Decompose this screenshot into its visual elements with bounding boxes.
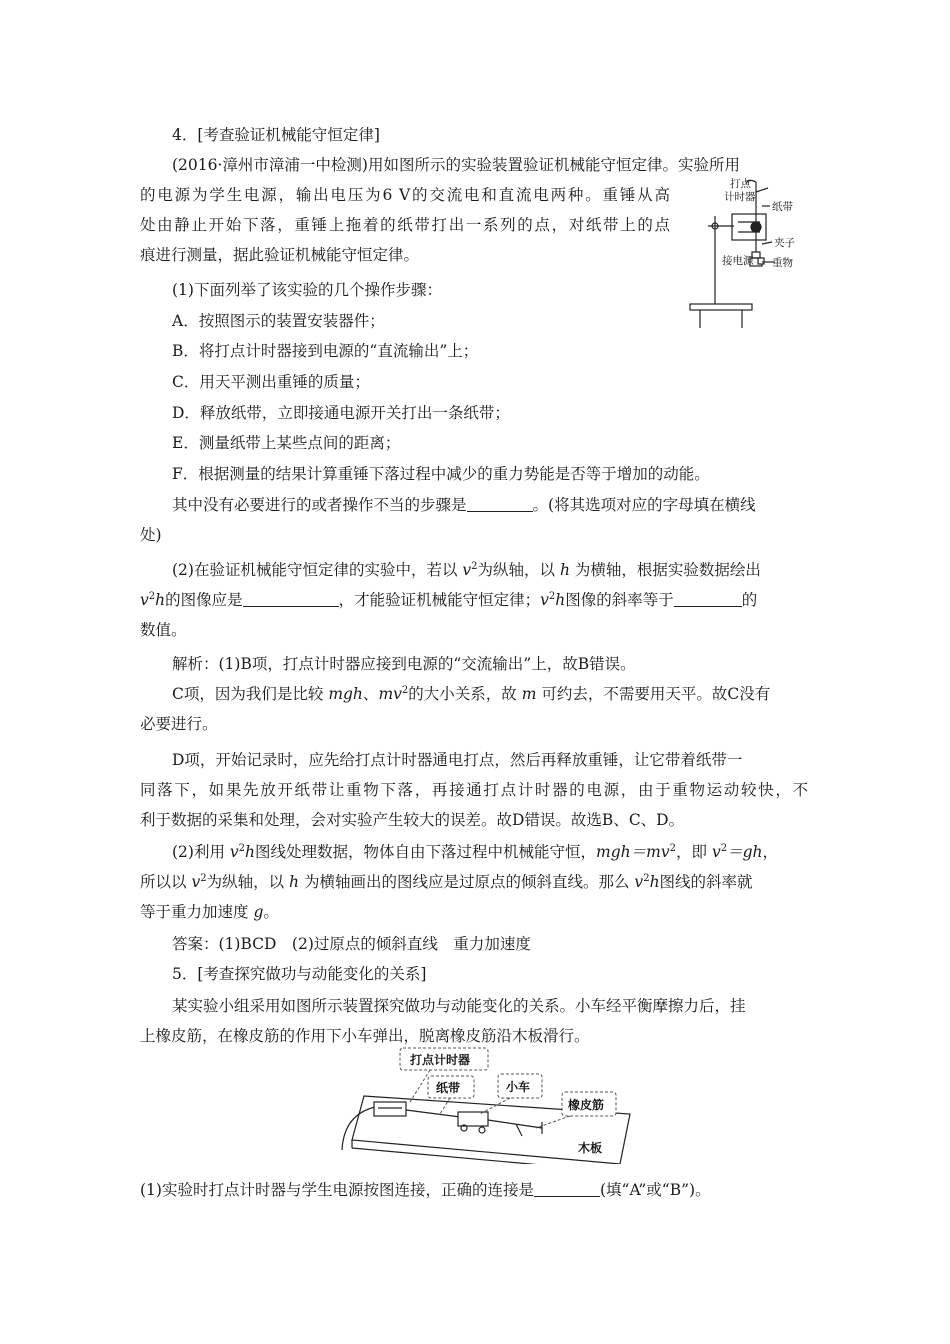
q4-step-c: C．用天平测出重锤的质量；	[172, 373, 370, 391]
q5-intro-line-1: 某实验小组采用如图所示装置探究做功与动能变化的关系。小车经平衡摩擦力后，挂	[172, 997, 746, 1015]
cart	[458, 1112, 488, 1126]
q4-question-2-line-2: $v^2h$的图像应是 ，才能验证机械能守恒定律；$v^2h$图像的斜率等于 的	[140, 590, 758, 609]
label-clip: 夹子	[774, 237, 795, 249]
answer-blank-1[interactable]	[467, 497, 533, 512]
solution-line-3: 必要进行。	[140, 715, 218, 733]
q4-intro-line-3: 处由静止开始下落，重锤上拖着的纸带打出一系列的点，对纸带上的点	[140, 216, 670, 234]
label-power: 接电源	[722, 255, 754, 267]
label-tape-5: 纸带	[436, 1081, 461, 1095]
answer-line: 答案：(1)BCD (2)过原点的倾斜直线 重力加速度	[172, 935, 531, 953]
q5-intro-line-2: 上橡皮筋，在橡皮筋的作用下小车弹出，脱离橡皮筋沿木板滑行。	[140, 1027, 590, 1045]
label-tape: 纸带	[772, 201, 793, 213]
label-timer-2: 计时器	[724, 191, 756, 203]
label-timer: 打点计时器	[410, 1053, 471, 1067]
rubber-band	[488, 1120, 542, 1128]
solution-line-9: 等于重力加速度 g。	[140, 903, 279, 921]
label-board: 木板	[578, 1141, 603, 1155]
work-energy-apparatus-figure	[330, 1044, 660, 1164]
label-weight: 重物	[772, 257, 793, 269]
solution-line-2: C项，因为我们是比较 mgh、$mv^2$的大小关系，故 m 可约去，不需要用天平。故C没有	[172, 684, 771, 703]
free-fall-apparatus-figure	[686, 178, 812, 334]
solution-line-6: 利于数据的采集和处理，会对实验产生较大的误差。故D错误。故选B、C、D。	[140, 811, 685, 829]
q4-intro-line-4: 痕进行测量，据此验证机械能守恒定律。	[140, 246, 420, 264]
q4-intro-line-1: (2016·漳州市漳浦一中检测)用如图所示的实验装置验证机械能守恒定律。实验所用	[172, 156, 740, 174]
solution-line-8: 所以以 $v^2$为纵轴，以 h 为横轴画出的图线应是过原点的倾斜直线。那么 $v^2h$图线的斜率就	[140, 872, 753, 891]
q4-question-1: 其中没有必要进行的或者操作不当的步骤是 。(将其选项对应的字母填在横线	[172, 496, 756, 514]
q4-step-b: B．将打点计时器接到电源的“直流输出”上；	[172, 342, 479, 360]
answer-blank-4[interactable]	[534, 1182, 600, 1197]
solution-line-5: 同落下，如果先放开纸带让重物下落，再接通打点计时器的电源，由于重物运动较快，不	[140, 781, 808, 799]
q5-question-1: (1)实验时打点计时器与学生电源按图连接，正确的连接是 (填“A”或“B”)。	[140, 1181, 711, 1199]
q5-heading: 5．[考查探究做功与动能变化的关系]	[172, 965, 427, 983]
q4-heading: 4．[考查验证机械能守恒定律]	[172, 126, 380, 144]
q4-step-e: E．测量纸带上某些点间的距离；	[172, 434, 401, 452]
q4-intro-line-2: 的电源为学生电源，输出电压为6 V的交流电和直流电两种。重锤从高	[140, 186, 670, 204]
solution-line-4: D项，开始记录时，应先给打点计时器通电打点，然后再释放重锤，让它带着纸带一	[172, 751, 743, 769]
label-band: 橡皮筋	[568, 1098, 605, 1112]
label-timer-1: 打点	[730, 178, 751, 190]
solution-line-7: (2)利用 $v^2h$图线处理数据，物体自由下落过程中机械能守恒，$mgh=mv^2$，即 $v^2=gh$，	[172, 842, 778, 861]
q4-step-f: F．根据测量的结果计算重锤下落过程中减少的重力势能是否等于增加的动能。	[172, 465, 710, 483]
answer-blank-3[interactable]	[674, 592, 742, 607]
q4-question-1-end: 处)	[140, 526, 162, 544]
q4-question-2-line-1: (2)在验证机械能守恒定律的实验中，若以 $v^2$为纵轴，以 h 为横轴，根据实验数据绘出	[172, 560, 761, 579]
q4-part1-intro: (1)下面列举了该实验的几个操作步骤：	[172, 281, 442, 299]
label-cart: 小车	[506, 1080, 531, 1094]
q4-step-d: D．释放纸带，立即接通电源开关打出一条纸带；	[172, 404, 510, 422]
q4-question-2-end: 数值。	[140, 621, 187, 639]
solution-line-1: 解析：(1)B项，打点计时器应接到电源的“交流输出”上，故B错误。	[172, 655, 636, 673]
answer-blank-2[interactable]	[243, 592, 339, 607]
q4-step-a: A．按照图示的装置安装器件；	[172, 312, 385, 330]
stand-base	[690, 304, 752, 310]
timer-box	[374, 1102, 406, 1116]
